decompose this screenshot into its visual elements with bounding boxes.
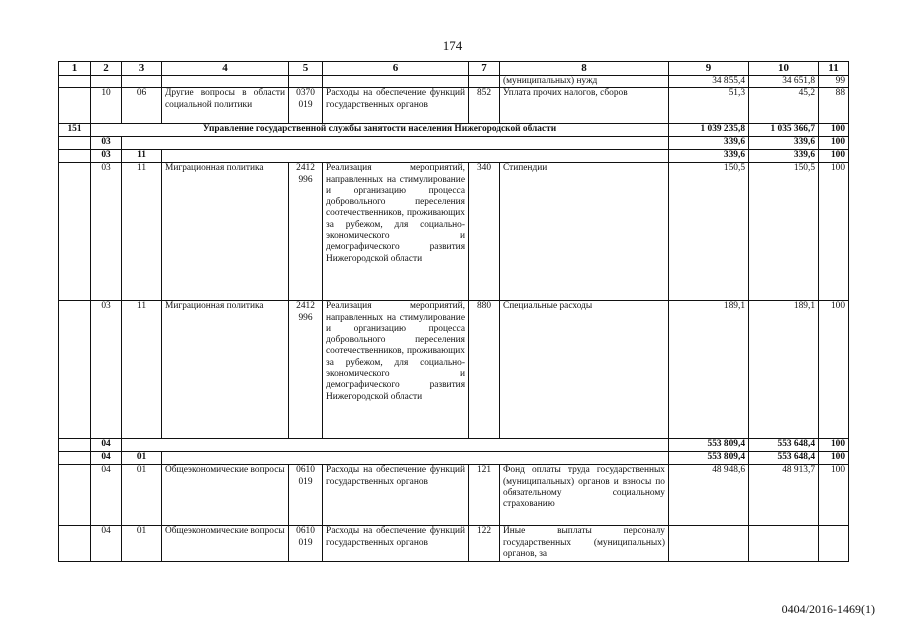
table-cell: Общеэкономические вопросы [162,465,289,526]
column-header: 5 [289,62,323,76]
table-cell: 04 [91,439,122,452]
table-cell: 34 855,4 [669,76,749,88]
table-cell: Фонд оплаты труда государственных (муниципальных) органов и взносы по обязательному социальному страхованию [500,465,669,526]
table-cell [59,439,91,452]
table-row [59,439,849,452]
table-cell: Реализация мероприятий, направленных на стимулирование и организацию процесса добровольного переселения соотечественников, проживающих за рубежом, для социально-экономического и демографического развития Нижегородской области [323,301,469,439]
table-row [59,137,849,150]
table-cell: 48 948,6 [669,465,749,526]
table-cell: 11 [122,150,162,163]
table-cell: 2412 996 [289,163,323,301]
column-header: 10 [749,62,819,76]
column-header: 7 [469,62,500,76]
table-cell: (муниципальных) нужд [500,76,669,88]
table-cell: 04 [91,526,122,562]
table-cell: Расходы на обеспечение функций государственных органов [323,526,469,562]
table-cell [59,163,91,301]
table-cell: 0610 019 [289,526,323,562]
table-cell: 339,6 [749,150,819,163]
table-cell: 45,2 [749,88,819,124]
table-cell: Специальные расходы [500,301,669,439]
table-cell: 121 [469,465,500,526]
table-cell: 150,5 [749,163,819,301]
table-cell: Реализация мероприятий, направленных на стимулирование и организацию процесса добровольного переселения соотечественников, проживающих за рубежом, для социально-экономического и демографического развития Нижегородской области [323,163,469,301]
table-row [59,465,849,526]
table-cell [669,526,749,562]
table-cell: 553 648,4 [749,452,819,465]
table-cell: 0610 019 [289,465,323,526]
table-cell: 1 039 235,8 [669,124,749,137]
table-cell: Миграционная политика [162,301,289,439]
table-row [59,526,849,562]
table-cell: 1 035 366,7 [749,124,819,137]
table-cell [91,76,122,88]
table-cell: 2412 996 [289,301,323,439]
document-code: 0404/2016-1469(1) [781,602,875,616]
table-cell [469,76,500,88]
table-cell: Уплата прочих налогов, сборов [500,88,669,124]
column-header-row [59,62,849,76]
table-cell [289,76,323,88]
table-cell [122,76,162,88]
table-row [59,88,849,124]
table-cell [122,137,669,150]
table-cell [59,137,91,150]
table-cell: 100 [819,124,849,137]
table-cell: 339,6 [669,137,749,150]
table-cell: 100 [819,465,849,526]
table-cell [59,465,91,526]
table-cell [59,452,91,465]
table-cell [59,88,91,124]
table-cell [59,301,91,439]
table-cell [162,452,669,465]
table-cell [162,76,289,88]
table-cell [59,76,91,88]
budget-table [58,61,849,562]
table-row [59,452,849,465]
page-number: 174 [442,38,463,53]
table-cell: Иные выплаты персоналу государственных (муниципальных) органов, за [500,526,669,562]
table-cell: 553 809,4 [669,452,749,465]
table-cell: 151 [59,124,91,137]
table-cell: 122 [469,526,500,562]
table-cell: Расходы на обеспечение функций государственных органов [323,88,469,124]
table-cell: 48 913,7 [749,465,819,526]
table-cell: Другие вопросы в области социальной политики [162,88,289,124]
table-cell: Миграционная политика [162,163,289,301]
column-header: 1 [59,62,91,76]
table-cell: 11 [122,301,162,439]
table-cell: 150,5 [669,163,749,301]
table-cell: 880 [469,301,500,439]
table-cell: 03 [91,137,122,150]
table-cell: Общеэкономические вопросы [162,526,289,562]
table-cell: 99 [819,76,849,88]
table-cell: 339,6 [669,150,749,163]
column-header: 3 [122,62,162,76]
table-cell: 100 [819,163,849,301]
table-cell: 11 [122,163,162,301]
table-cell: 100 [819,452,849,465]
table-cell [59,150,91,163]
table-cell: 189,1 [669,301,749,439]
table-cell: 100 [819,439,849,452]
table-cell: 01 [122,452,162,465]
table-cell: 03 [91,150,122,163]
table-cell: 340 [469,163,500,301]
column-header: 4 [162,62,289,76]
table-cell: 88 [819,88,849,124]
table-row [59,150,849,163]
table-cell: 03 [91,163,122,301]
table-cell: 06 [122,88,162,124]
column-header: 9 [669,62,749,76]
column-header: 6 [323,62,469,76]
table-cell: 34 651,8 [749,76,819,88]
table-cell: 189,1 [749,301,819,439]
department-title: Управление государственной службы занятости населения Нижегородской области [91,124,669,137]
table-cell: 100 [819,301,849,439]
table-cell: 852 [469,88,500,124]
column-header: 11 [819,62,849,76]
table-cell: 100 [819,137,849,150]
table-row [59,124,849,137]
table-cell: 04 [91,452,122,465]
table-cell [819,526,849,562]
table-cell: 100 [819,150,849,163]
table-cell [749,526,819,562]
table-cell: 553 648,4 [749,439,819,452]
table-cell: 01 [122,526,162,562]
table-cell: Стипендии [500,163,669,301]
table-cell [59,526,91,562]
table-cell: Расходы на обеспечение функций государственных органов [323,465,469,526]
table-cell: 04 [91,465,122,526]
table-cell: 0370 019 [289,88,323,124]
table-cell: 10 [91,88,122,124]
table-cell: 339,6 [749,137,819,150]
table-row [59,301,849,439]
table-cell [162,150,669,163]
table-cell [323,76,469,88]
table-cell: 01 [122,465,162,526]
table-cell [122,439,669,452]
table-cell: 553 809,4 [669,439,749,452]
table-row [59,76,849,88]
table-cell: 51,3 [669,88,749,124]
table-cell: 03 [91,301,122,439]
column-header: 2 [91,62,122,76]
column-header: 8 [500,62,669,76]
table-row [59,163,849,301]
